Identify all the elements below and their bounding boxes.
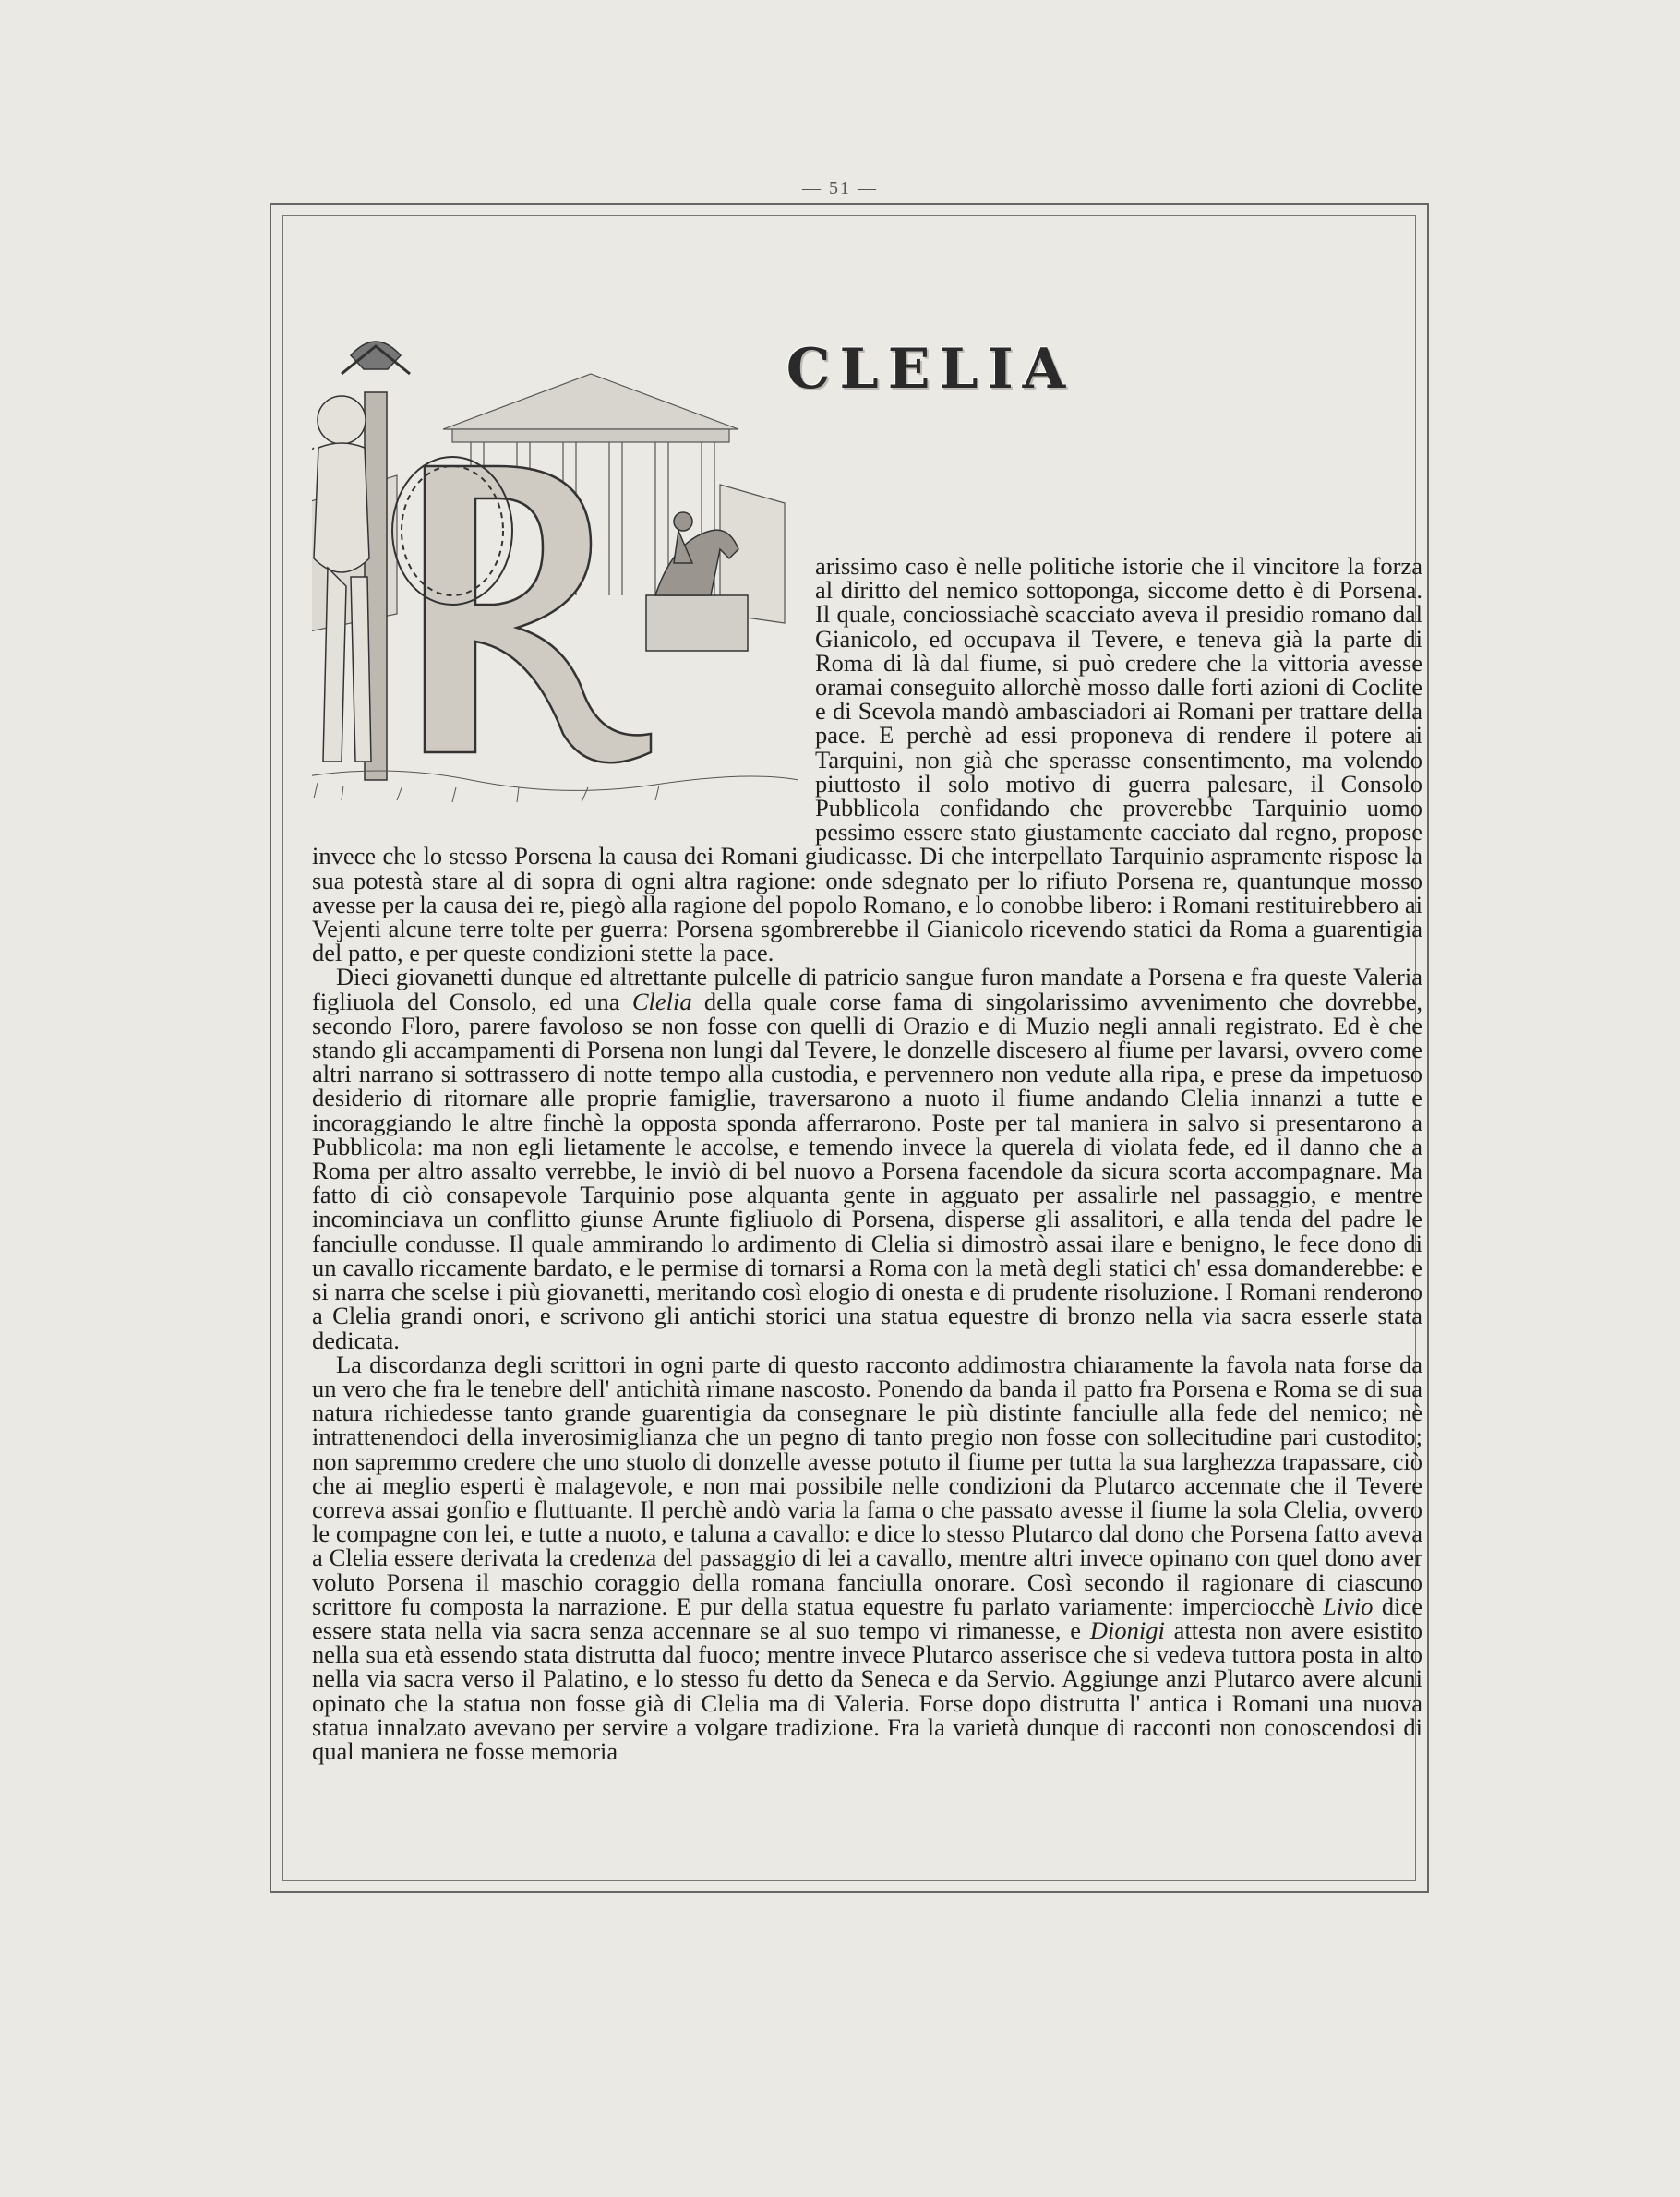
article-content [312,245,1422,1874]
name-clelia: Clelia [631,987,692,1015]
paragraph-2-text-b: della quale corse fama di singolarissimo avvenimento che dovrebbe, secondo Floro, parere favoloso se non fosse con quelli di Orazio e di Muzio negli annali registrato. Ed è che stando gli accampamenti di Porsena non lungi dal Tevere, le donzelle discesero al fiume per lavarsi, ovvero come altri narrano si sottrassero di notte tempo alla custodia, e pervennero non vedute alla ripa, e prese da impetuoso desiderio di ritornare alle proprie famiglie, traversarono a nuoto il fiume andando Clelia innanzi a tutte e incoraggiando le altre finchè la opposta sponda afferrarono. Poste per tal maniera in salvo si presentarono a Pubblicola: ma non egli lietamente le accolse, e temendo invece la querela di violata fede, ed il danno che a Roma per altro assalto verrebbe, le inviò di bel nuovo a Porsena facendole da sicura scorta accompagnare. Ma fatto di ciò consapevole Tarquinio pose alquanta gente in agguato per assalirle nel passaggio, e mentre incominciava un conflitto giunse Arunte figliuolo di Porsena, disperse gli assalitori, e alla tenda del padre le fanciulle condusse. Il quale ammirando lo ardimento di Clelia si dimostrò assai ilare e benigno, le fece dono di un cavallo riccamente bardato, e le permise di tornarsi a Roma con la metà degli statici ch' essa domanderebbe: e si narra che scelse i più giovanetti, meritando così elogio di onesta e di prudente risoluzione. I Romani renderono a Clelia grandi onori, e scrivono gli antichi storici una statua equestre di bronzo nella via sacra esserle stata dedicata. [312,987,1422,1354]
article-body [312,554,1422,1763]
paragraph-3-text-a: La discordanza degli scrittori in ogni parte di questo racconto addimostra chiaramente la favola nata forse da un vero che fra le tenebre dell' antichità rimane nascosto. Ponendo da banda il patto fra Porsena e Roma se di sua natura richiedesse tanto grande guarentigia da consegnare le più distinte fanciulle alla fede del nemico; nè intrattenendoci della inverosimiglianza che un pegno di tanto pregio non fosse con sollecitudine pari custodito; non sapremmo credere che uno stuolo di donzelle avesse potuto il fiume per tutta la sua larghezza trapassare, ciò che ai meglio esperti è malagevole, e non mai possibile nelle condizioni da Plutarco accennate che il Tevere correva assai gonfio e fluttuante. Il perchè andò varia la fama o che passato avesse il fiume la sola Clelia, ovvero le compagne con lei, e tutte a nuoto, e taluna a cavallo: e dice lo stesso Plutarco dal dono che Porsena fatto aveva a Clelia essere derivata la credenza del passaggio di lei a cavallo, mentre altri invece opinano con quel dono aver voluto Porsena il maschio coraggio della romana fanciulla onorare. Così secondo il ragionare di ciascuno scrittore fu composta la narrazione. E pur della statua equestre fu parlato variamente: imperciocchè [312,1350,1422,1620]
illustration-spacer [312,554,815,842]
name-dionigi: Dionigi [1089,1615,1165,1644]
page-number: — 51 — [802,178,878,198]
paragraph-3-text-b: dice essere stata nella via sacra senza accennare se al suo tempo vi rimanesse, e [312,1591,1422,1644]
article-title: CLELIA [786,337,1075,402]
paragraph-1: arissimo caso è nelle politiche istorie che il vincitore la forza al diritto del nemico sottoponga, siccome detto è di Porsena. Il quale, conciossiachè scacciato aveva il presidio romano dal Gianicolo, ed occupava il Tevere, e teneva già la parte di Roma di là dal fiume, si può credere che la vittoria avesse oramai conseguito allorchè mosso dalle forti azioni di Coclite e di Scevola mandò ambasciadori ai Romani per trattare della pace. E perchè ad essi proponeva di rendere il potere ai Tarquini, non già che sperasse consentimento, ma volendo piuttosto il solo motivo di guerra palesare, il Consolo Pubblicola confidando che proverebbe Tarquinio uomo pessimo essere stato giustamente cacciato dal regno, propose invece che lo stesso Porsena la causa dei Romani giudicasse. Di che interpellato Tarquinio aspramente rispose la sua potestà stare al di sopra di ogni altra ragione: onde sdegnato per lo rifiuto Porsena re, quantunque mosso avesse per la causa dei re, piegò alla ragione del popolo Romano, e lo conobbe libero: i Romani restituirebbero ai Vejenti alcune terre tolte per guerra: Porsena sgombrerebbe il Gianicolo ricevendo statici da Roma a guarentigia del patto, e per queste condizioni stette la pace. [312,552,1422,967]
paragraph-2-text-a: Dieci giovanetti dunque ed altrettante pulcelle di patricio sangue furon mandate a Porsena e fra queste Valeria figliuola del Consolo, ed una [312,963,1422,1015]
paragraph-3-text-c: attesta non avere esistito nella sua età essendo stata distrutta dal fuoco; mentre invece Plutarco asserisce che si vedeva tuttora posta in alto nella via sacra verso il Palatino, e lo stesso fu detto da Seneca e da Servio. Aggiunge anzi Plutarco avere alcuni opinato che la statua non fosse già di Clelia ma di Valeria. Forse dopo distrutta l' antica i Romani una nuova statua innalzato avevano per servire a volgare tradizione. Fra la varietà dunque di racconti non conoscendosi di qual maniera ne fosse memoria [312,1615,1422,1765]
paragraph-2 [312,963,1422,1354]
paragraph-3 [312,1352,1422,1763]
name-livio: Livio [1323,1591,1374,1620]
